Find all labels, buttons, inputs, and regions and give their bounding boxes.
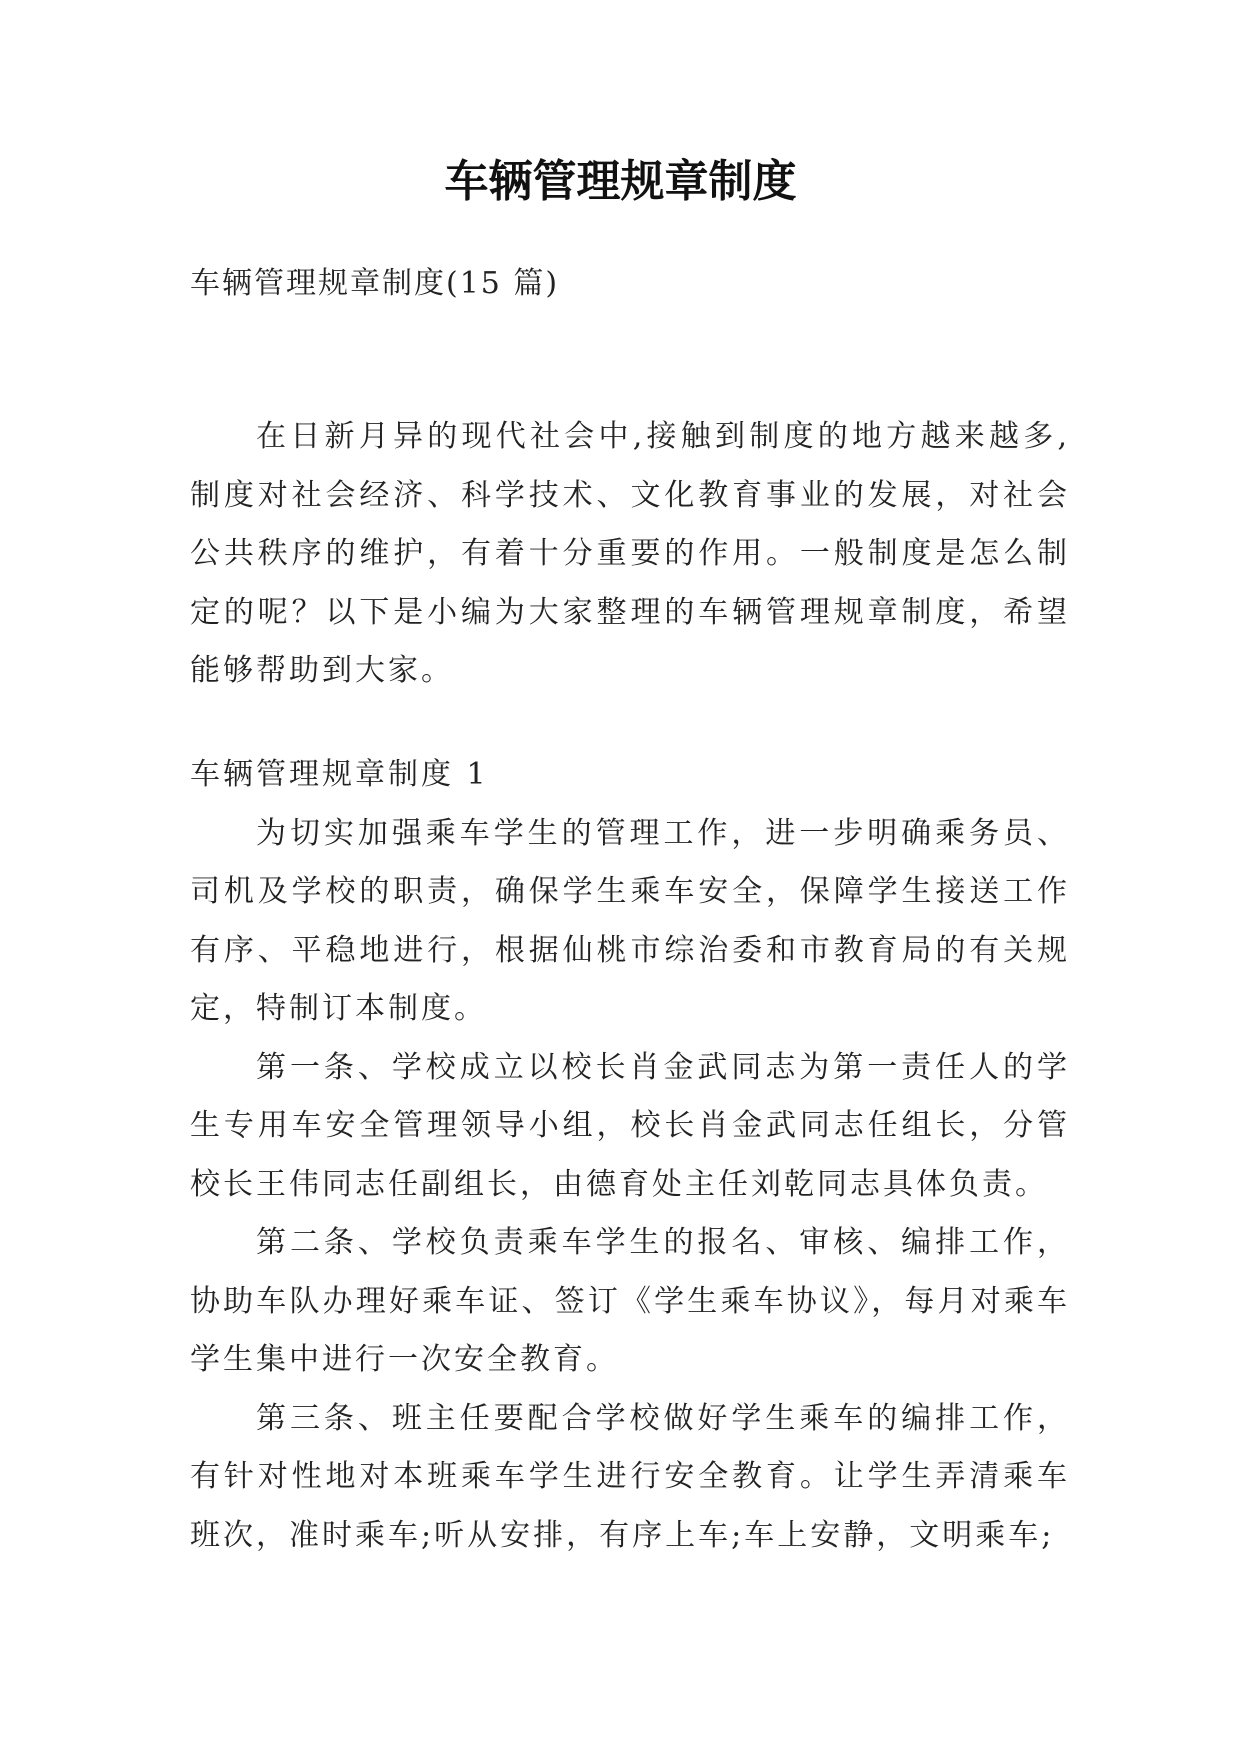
section-1: [190, 746, 1070, 1565]
section-1-article-3: 第三条、班主任要配合学校做好学生乘车的编排工作，有针对性地对本班乘车学生进行安全教育。让学生弄清乘车班次，准时乘车;听从安排，有序上车;车上安静，文明乘车;: [190, 1400, 1070, 1553]
document-title: 车辆管理规章制度: [444, 156, 797, 207]
intro-paragraph: 在日新月异的现代社会中,接触到制度的地方越来越多,制度对社会经济、科学技术、文化教育事业的发展，对社会公共秩序的维护，有着十分重要的作用。一般制度是怎么制定的呢？以下是小编为大家整理的车辆管理规章制度，希望能够帮助到大家。: [190, 419, 1070, 688]
document-subtitle: 车辆管理规章制度(15 篇): [190, 266, 560, 301]
section-1-article-2: 第二条、学校负责乘车学生的报名、审核、编排工作，协助车队办理好乘车证、签订《学生乘车协议》，每月对乘车学生集中进行一次安全教育。: [190, 1225, 1070, 1377]
section-1-paragraph: 为切实加强乘车学生的管理工作，进一步明确乘务员、司机及学校的职责，确保学生乘车安全，保障学生接送工作有序、平稳地进行，根据仙桃市综治委和市教育局的有关规定，特制订本制度。: [190, 815, 1070, 1026]
intro-section: [190, 408, 1070, 701]
section-1-article-1: 第一条、学校成立以校长肖金武同志为第一责任人的学生专用车安全管理领导小组，校长肖金武同志任组长，分管校长王伟同志任副组长，由德育处主任刘乾同志具体负责。: [190, 1049, 1070, 1202]
section-1-heading: 车辆管理规章制度 1: [190, 757, 489, 792]
